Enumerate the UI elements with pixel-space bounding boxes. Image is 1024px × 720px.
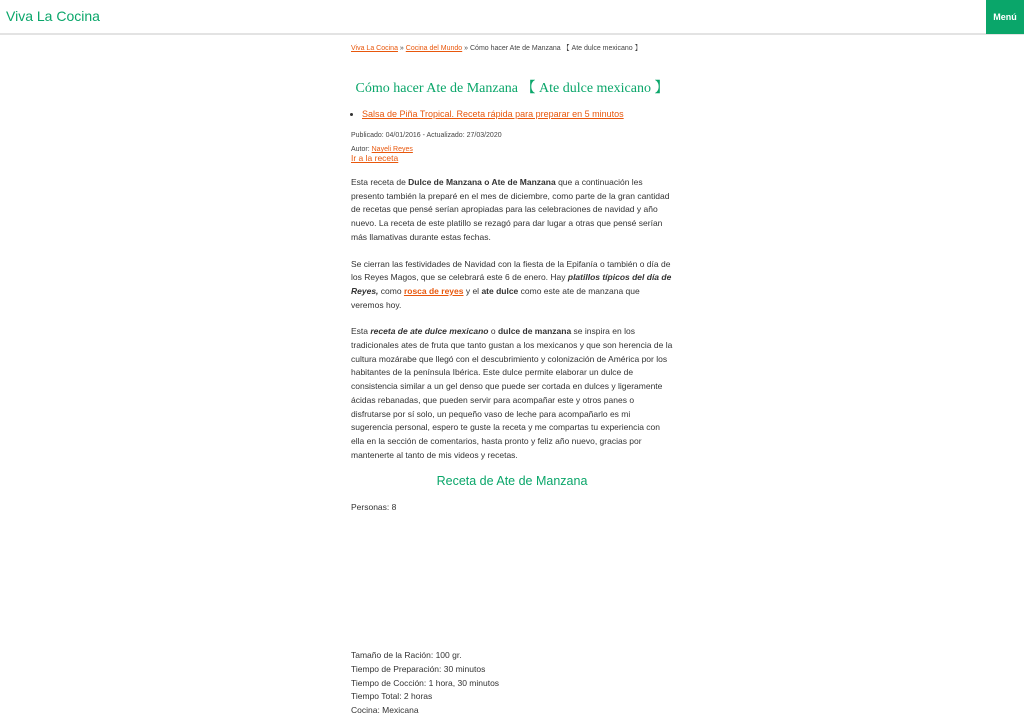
bold-text: ate dulce <box>481 285 519 296</box>
cuisine: Cocina: Mexicana <box>351 705 419 716</box>
site-title-link[interactable]: Viva La Cocina <box>6 8 100 24</box>
cook-time: Tiempo de Cocción: 1 hora, 30 minutos <box>351 677 500 688</box>
publish-dates: Publicado: 04/01/2016 - Actualizado: 27/03/2020 <box>351 132 502 139</box>
total-time: Tiempo Total: 2 horas <box>351 691 433 702</box>
rosca-de-reyes-link[interactable]: rosca de reyes <box>403 285 464 296</box>
page-title: Cómo hacer Ate de Manzana 【 Ate dulce mexicano 】 <box>355 81 669 96</box>
related-recipe-link[interactable]: Salsa de Piña Tropical. Receta rápida para preparar en 5 minutos <box>362 109 624 119</box>
text: que a continuación les presento también la preparé en el mes de diciembre, como parte de la gran cantidad de recetas que pensé serían apropiadas para las celebraciones de navidad y año nuevo. La receta de este platillo se rezagó para dar lugar a otras que pensé serían más llamativas durante estas fechas. <box>351 177 670 242</box>
jump-to-recipe-link[interactable]: Ir a la receta <box>351 153 399 163</box>
text: Esta <box>351 326 371 337</box>
text: y el <box>463 285 482 296</box>
breadcrumb-current: Cómo hacer Ate de Manzana 【 Ate dulce mexicano 】 <box>470 45 642 52</box>
prep-time: Tiempo de Preparación: 30 minutos <box>351 663 486 674</box>
site-header <box>0 0 1024 35</box>
text: se inspira en los tradicionales ates de fruta que tanto gustan a los mexicanos y que son herencia de la cultura mozárabe que llegó con el descubrimiento y colonización de América por los habitantes de la península Ibérica. Este dulce permite elaborar un dulce de consistencia similar a un gel denso que puede ser cortada en dulces y ligeramente ácidas rebanadas, que pueden servir para acompañar este y otros panes o disfrutarse por sí solo, un pequeño vaso de leche para acompañarlo es mi sugerencia personal, espero te guste la receta y me compartas tu experiencia con ella en la sección de comentarios, hasta pronto y feliz año nuevo, gracias por mantenerte al tanto de mis videos y recetas. <box>351 326 673 460</box>
related-list <box>351 109 673 119</box>
text: como este ate de manzana que veremos hoy. <box>351 285 640 310</box>
bold-text: dulce de manzana <box>497 326 572 337</box>
recipe-details <box>351 649 673 718</box>
intro-paragraph <box>351 176 673 245</box>
list-item <box>362 109 673 119</box>
text: Esta receta de <box>351 177 409 187</box>
text: Se cierran las festividades de Navidad con la fiesta de la Epifanía o también o día de los Reyes Magos, que se celebrará este 6 de enero. Hay <box>351 258 671 283</box>
bold-italic-text: platillos típicos del día de Reyes, <box>351 272 672 296</box>
author-link[interactable]: Nayeli Reyes <box>371 146 413 153</box>
text: como <box>378 285 404 296</box>
breadcrumb-separator: » <box>397 45 406 52</box>
breadcrumb-separator: » <box>462 45 470 52</box>
article-content <box>351 44 673 512</box>
recipe-servings: Personas: 8 <box>351 502 397 513</box>
bold-italic-text: receta de ate dulce mexicano <box>370 326 489 337</box>
breadcrumb <box>351 44 673 54</box>
menu-button[interactable]: Menú <box>986 0 1024 34</box>
reyes-paragraph <box>351 258 673 313</box>
author-line <box>351 146 673 153</box>
breadcrumb-category-link[interactable]: Cocina del Mundo <box>405 45 463 52</box>
author-label: Autor: <box>351 146 372 153</box>
bold-text: Dulce de Manzana o Ate de Manzana <box>408 177 556 187</box>
breadcrumb-home-link[interactable]: Viva La Cocina <box>351 45 398 52</box>
description-paragraph <box>351 325 673 462</box>
serving-size: Tamaño de la Ración: 100 gr. <box>351 650 462 660</box>
text: o <box>488 326 498 337</box>
recipe-title: Receta de Ate de Manzana <box>436 474 588 489</box>
